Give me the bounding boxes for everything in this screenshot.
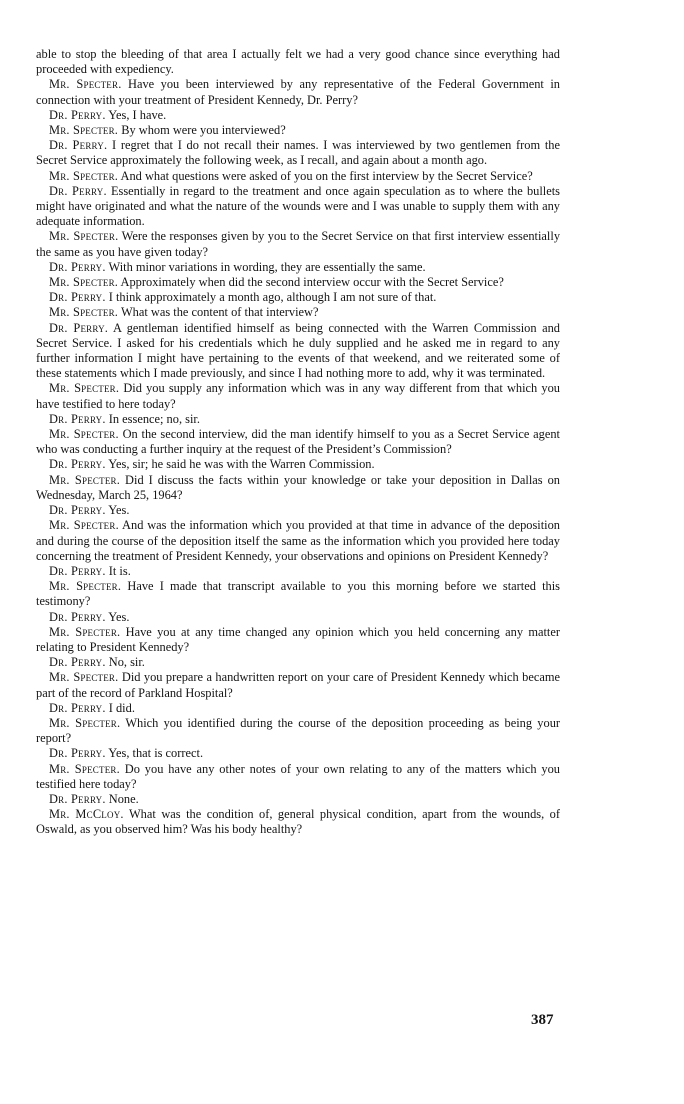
- speaker-label: Mr. Specter.: [49, 670, 119, 685]
- speaker-label: Dr. Perry.: [49, 503, 106, 518]
- paragraph-text: Have you been interviewed by any representative of the Federal Government in connection with your treatment of President Kennedy, Dr. Perry?: [36, 77, 560, 107]
- speaker-label: Mr. Specter.: [49, 168, 119, 183]
- paragraph-text: And was the information which you provided at that time in advance of the deposition and during the course of the deposition itself the same as the information which you provided here today concerning the treatment of President Kennedy, your observations and opinions on President Kennedy?: [36, 518, 561, 563]
- speaker-label: Mr. Specter.: [49, 624, 121, 639]
- speaker-label: Mr. Specter.: [49, 381, 120, 396]
- paragraph-text: Did you prepare a handwritten report on your care of President Kennedy which became part of the record of Parkland Hospital?: [36, 670, 560, 700]
- page-number: 387: [531, 1012, 554, 1028]
- transcript-paragraph: [36, 762, 560, 792]
- transcript-paragraph: [36, 77, 560, 107]
- paragraph-text: Yes, sir; he said he was with the Warren Commission.: [108, 457, 375, 472]
- speaker-label: Dr. Perry.: [49, 457, 106, 472]
- speaker-label: Mr. Specter.: [49, 579, 122, 594]
- speaker-label: Dr. Perry.: [49, 411, 106, 426]
- speaker-label: Dr. Perry.: [49, 259, 106, 274]
- speaker-label: Dr. Perry.: [49, 138, 108, 153]
- transcript-paragraph: [36, 716, 560, 746]
- paragraph-text: None.: [108, 791, 139, 806]
- paragraph-text: Which you identified during the course of the deposition proceeding as being your report?: [36, 715, 561, 746]
- paragraph-text: I think approximately a month ago, although I am not sure of that.: [108, 290, 437, 305]
- paragraph-text: I did.: [108, 700, 135, 715]
- speaker-label: Dr. Perry.: [49, 746, 106, 761]
- paragraph-text: Approximately when did the second interview occur with the Secret Service?: [120, 275, 504, 290]
- speaker-label: Mr. Specter.: [49, 305, 119, 320]
- transcript-paragraph: [36, 457, 560, 472]
- speaker-label: Mr. Specter.: [49, 518, 119, 533]
- paragraph-text: Have you at any time changed any opinion which you held concerning any matter relating to President Kennedy?: [36, 624, 561, 654]
- paragraph-text: What was the content of that interview?: [120, 305, 319, 320]
- transcript-paragraph: [36, 169, 560, 184]
- paragraph-text: What was the condition of, general physical condition, apart from the wounds, of Oswald, as you observed him? Was his body healthy?: [36, 807, 561, 837]
- paragraph-text: And what questions were asked of you on the first interview by the Secret Service?: [120, 168, 533, 183]
- speaker-label: Dr. Perry.: [49, 183, 107, 198]
- paragraph-text: On the second interview, did the man identify himself to you as a Secret Service agent who was conducting a further inquiry at the request of the President’s Commission?: [36, 427, 561, 457]
- speaker-label: Mr. Specter.: [49, 427, 119, 442]
- transcript-paragraph: [36, 701, 560, 716]
- paragraph-text: Yes, that is correct.: [108, 746, 204, 761]
- paragraph-text: Do you have any other notes of your own relating to any of the matters which you testified here today?: [36, 761, 560, 791]
- speaker-label: Dr. Perry.: [49, 700, 106, 715]
- transcript-body: [36, 47, 560, 838]
- speaker-label: Dr. Perry.: [49, 655, 106, 670]
- paragraph-text: I regret that I do not recall their names. I was interviewed by two gentlemen from the Secret Service approximately the following week, as I recall, and again about a month ago.: [36, 138, 560, 168]
- transcript-paragraph: [36, 473, 560, 503]
- transcript-paragraph: [36, 123, 560, 138]
- transcript-paragraph: [36, 184, 560, 230]
- paragraph-text: With minor variations in wording, they are essentially the same.: [108, 259, 426, 274]
- paragraph-text: Were the responses given by you to the Secret Service on that first interview essentially the same as you have given today?: [36, 229, 561, 259]
- transcript-paragraph: [36, 625, 560, 655]
- speaker-label: Mr. Specter.: [49, 229, 119, 244]
- transcript-paragraph: [36, 670, 560, 700]
- transcript-paragraph: [36, 792, 560, 807]
- paragraph-text: Yes.: [108, 609, 130, 624]
- speaker-label: Mr. Specter.: [49, 472, 121, 487]
- transcript-paragraph: [36, 381, 560, 411]
- transcript-paragraph: [36, 610, 560, 625]
- transcript-paragraph: [36, 518, 560, 564]
- paragraph-text: Yes.: [108, 503, 130, 518]
- speaker-label: Dr. Perry.: [49, 791, 106, 806]
- transcript-paragraph: [36, 564, 560, 579]
- speaker-label: Mr. Specter.: [49, 275, 119, 290]
- paragraph-text: Yes, I have.: [108, 107, 167, 122]
- transcript-paragraph: [36, 108, 560, 123]
- speaker-label: Dr. Perry.: [49, 609, 106, 624]
- transcript-paragraph: [36, 655, 560, 670]
- transcript-paragraph: [36, 138, 560, 168]
- paragraph-text: Did you supply any information which was in any way different from that which you have testified to here today?: [36, 381, 560, 411]
- transcript-paragraph: [36, 807, 560, 837]
- speaker-label: Dr. Perry.: [49, 107, 106, 122]
- transcript-paragraph: [36, 290, 560, 305]
- speaker-label: Mr. McCloy.: [49, 807, 124, 822]
- paragraph-text: able to stop the bleeding of that area I actually felt we had a very good chance since everything had proceeded with expediency.: [36, 47, 560, 77]
- paragraph-text: Essentially in regard to the treatment and once again speculation as to where the bullets might have originated and what the nature of the wounds were and I was unable to supply them with any adequate information.: [36, 183, 560, 229]
- transcript-paragraph: [36, 260, 560, 275]
- transcript-paragraph: [36, 47, 560, 77]
- paragraph-text: No, sir.: [108, 655, 145, 670]
- paragraph-text: Did I discuss the facts within your knowledge or take your deposition in Dallas on Wednesday, March 25, 1964?: [36, 472, 560, 502]
- transcript-paragraph: [36, 229, 560, 259]
- speaker-label: Dr. Perry.: [49, 320, 109, 335]
- transcript-paragraph: [36, 746, 560, 761]
- transcript-page: [36, 47, 560, 838]
- transcript-paragraph: [36, 427, 560, 457]
- transcript-paragraph: [36, 321, 560, 382]
- transcript-paragraph: [36, 305, 560, 320]
- speaker-label: Mr. Specter.: [49, 715, 121, 730]
- paragraph-text: A gentleman identified himself as being connected with the Warren Commission and Secret Service. I asked for his credentials which he duly supplied and he asked me in regard to any further information I might have pertaining to the events of that weekend, and we reiterated some of these statements which I made previously, and since I had nothing more to add, why it was terminated.: [36, 320, 560, 381]
- transcript-paragraph: [36, 275, 560, 290]
- paragraph-text: In essence; no, sir.: [108, 411, 200, 426]
- speaker-label: Dr. Perry.: [49, 290, 106, 305]
- speaker-label: Dr. Perry.: [49, 563, 106, 578]
- transcript-paragraph: [36, 503, 560, 518]
- transcript-paragraph: [36, 412, 560, 427]
- paragraph-text: Have I made that transcript available to you this morning before we started this testimony?: [36, 579, 560, 609]
- paragraph-text: It is.: [108, 563, 131, 578]
- paragraph-text: By whom were you interviewed?: [121, 123, 286, 138]
- transcript-paragraph: [36, 579, 560, 609]
- speaker-label: Mr. Specter.: [49, 123, 119, 138]
- speaker-label: Mr. Specter.: [49, 761, 120, 776]
- speaker-label: Mr. Specter.: [49, 77, 122, 92]
